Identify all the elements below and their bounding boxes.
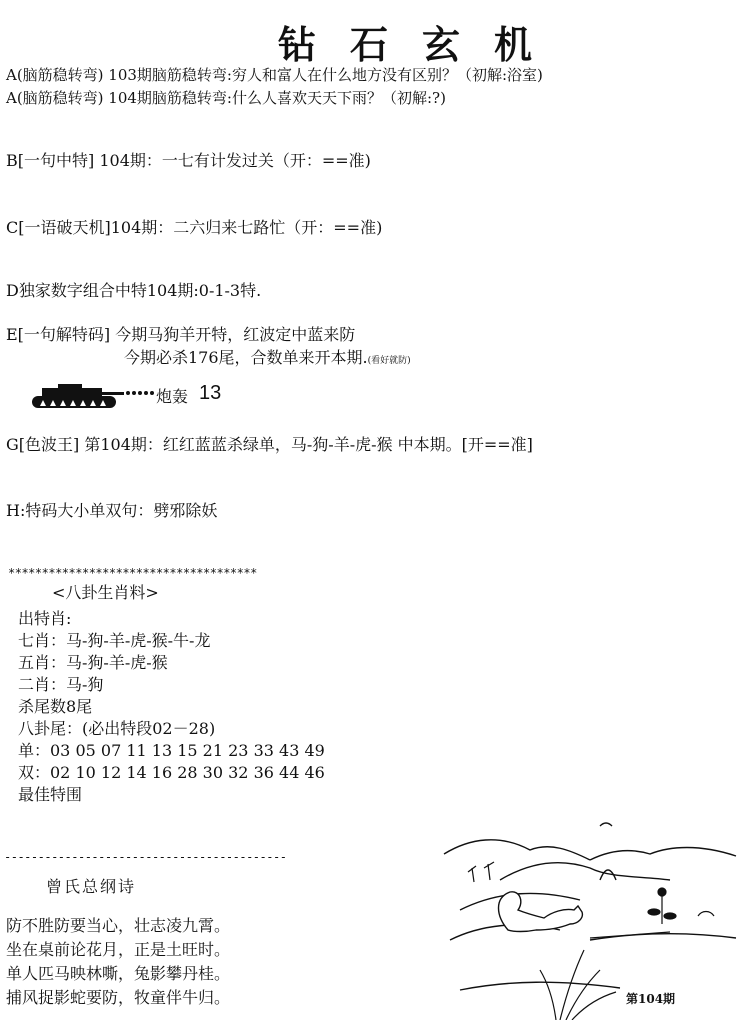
cannon-label: 炮轰	[156, 387, 189, 406]
tank-icon	[28, 380, 158, 420]
page-title: 钻石玄机	[278, 22, 567, 67]
landscape-illustration	[440, 820, 740, 1020]
line-d: D独家数字组合中特104期:0-1-3特.	[6, 281, 262, 300]
line-e1: E[一句解特码] 今期马狗羊开特，红波定中蓝来防	[6, 325, 356, 344]
line-e2-note: (看好就防)	[367, 356, 411, 366]
poem-line-2: 单人匹马映林嘶，兔影攀丹桂。	[6, 964, 231, 983]
line-g: G[色波王] 第104期：红红蓝蓝杀绿单，马-狗-羊-虎-猴 中本期。[开==准]	[6, 435, 533, 454]
poem-line-1: 坐在桌前论花月，正是土旺时。	[6, 940, 231, 959]
line-a1: A(脑筋稳转弯) 103期脑筋稳转弯:穷人和富人在什么地方没有区别？（初解:浴室)	[6, 66, 543, 84]
bagua-item-4: 杀尾数8尾	[18, 697, 93, 716]
bagua-item-6: 单：03 05 07 11 13 15 21 23 33 43 49	[18, 741, 325, 760]
line-a2: A(脑筋稳转弯) 104期脑筋稳转弯:什么人喜欢天天下雨？（初解:?)	[6, 89, 446, 107]
line-h: H:特码大小单双句：劈邪除妖	[6, 501, 218, 520]
bagua-item-7: 双：02 10 12 14 16 28 30 32 36 44 46	[18, 763, 325, 782]
bagua-item-8: 最佳特围	[18, 785, 83, 804]
line-c: C[一语破天机]104期：二六归来七路忙（开：==准)	[6, 218, 383, 237]
line-e2-text: 今期必杀176尾，合数单来开本期.	[124, 348, 368, 367]
poem-line-0: 防不胜防要当心，壮志凌九霄。	[6, 916, 231, 935]
illustration-caption: 第104期	[626, 992, 676, 1006]
poem-divider: ------------------------------------------	[4, 850, 287, 864]
poem-title: 曾氏总纲诗	[46, 877, 137, 896]
bagua-item-0: 出特肖:	[18, 609, 72, 628]
line-e2	[124, 345, 411, 368]
poem-line-3: 捕风捉影蛇要防，牧童伴牛归。	[6, 988, 231, 1007]
bagua-heading: <八卦生肖料>	[52, 583, 159, 602]
line-b: B[一句中特] 104期：一七有计发过关（开：==准)	[6, 151, 371, 170]
bagua-item-3: 二肖：马-狗	[18, 675, 104, 694]
bagua-item-2: 五肖：马-狗-羊-虎-猴	[18, 653, 168, 672]
bagua-item-1: 七肖：马-狗-羊-虎-猴-牛-龙	[18, 631, 211, 650]
stars-divider: *************************************	[8, 566, 257, 580]
cannon-number: 13	[199, 382, 222, 404]
bagua-item-5: 八卦尾：(必出特段02－28)	[18, 719, 216, 738]
